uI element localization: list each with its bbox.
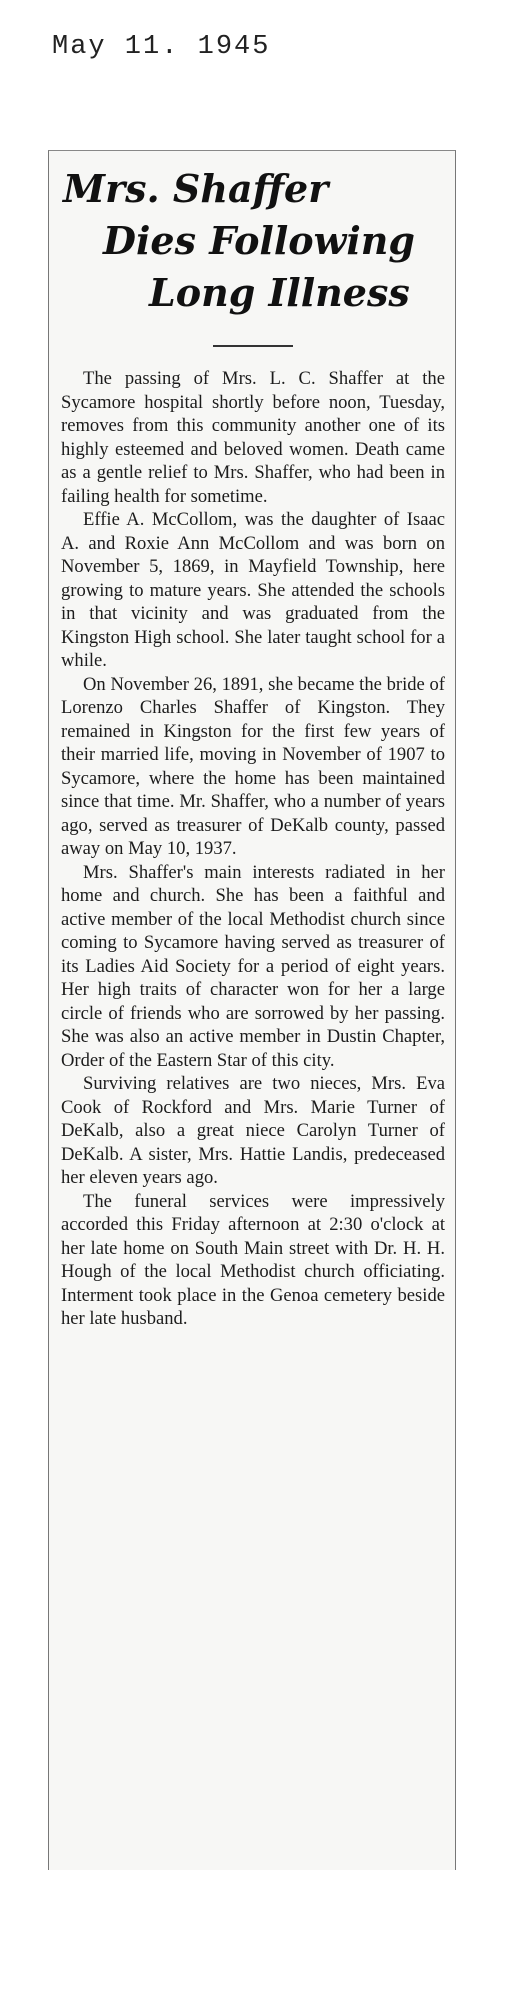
headline-line-2: Dies Following [103, 218, 415, 263]
paragraph-interests: Mrs. Shaffer's main interests radiated in her home and church. She has been a faithful and active member of the local Methodist church since coming to Sycamore having served as treasurer of its Ladies Aid Society for a period of eight years. Her high traits of character won for her a large circle of friends who are sorrowed by her passing. She was also an active member in Dustin Chapter, Order of the Eastern Star of this city. [61, 861, 445, 1071]
date-stamp: May 11. 1945 [52, 32, 271, 62]
headline-line-1: Mrs. Shaffer [63, 166, 329, 211]
headline-line-3: Long Illness [149, 270, 410, 315]
paragraph-biography: Effie A. McCollom, was the daughter of Isaac A. and Roxie Ann McCollom and was born on November 5, 1869, in Mayfield Township, here growing to mature years. She attended the schools in that vicinity and was graduated from the Kingston High school. She later taught school for a while. [61, 509, 445, 671]
paragraph-marriage: On November 26, 1891, she became the bride of Lorenzo Charles Shaffer of Kingston. They remained in Kingston for the first few years of their married life, moving in November of 1907 to Sycamore, where the home has been maintained since that time. Mr. Shaffer, who a number of years ago, served as treasurer of DeKalb county, passed away on May 10, 1937. [61, 673, 445, 859]
headline-divider [213, 345, 293, 347]
paragraph-survivors: Surviving relatives are two nieces, Mrs. Eva Cook of Rockford and Mrs. Marie Turner of DeKalb, also a great niece Carolyn Turner of DeKalb. A sister, Mrs. Hattie Landis, predeceased her eleven years ago. [61, 1073, 445, 1188]
paragraph-funeral: The funeral services were impressively accorded this Friday afternoon at 2:30 o'clock at her late home on South Main street with Dr. H. H. Hough of the local Methodist church officiating. Interment took place in the Genoa cemetery beside her late husband. [61, 1190, 445, 1329]
headline [61, 163, 445, 319]
newspaper-clipping [48, 150, 456, 1870]
paragraph-passing: The passing of Mrs. L. C. Shaffer at the Sycamore hospital shortly before noon, Tuesday, removes from this community another one of its highly esteemed and beloved women. Death came as a gentle relief to Mrs. Shaffer, who had been in failing health for sometime. [61, 368, 445, 507]
article-body [61, 367, 445, 1331]
